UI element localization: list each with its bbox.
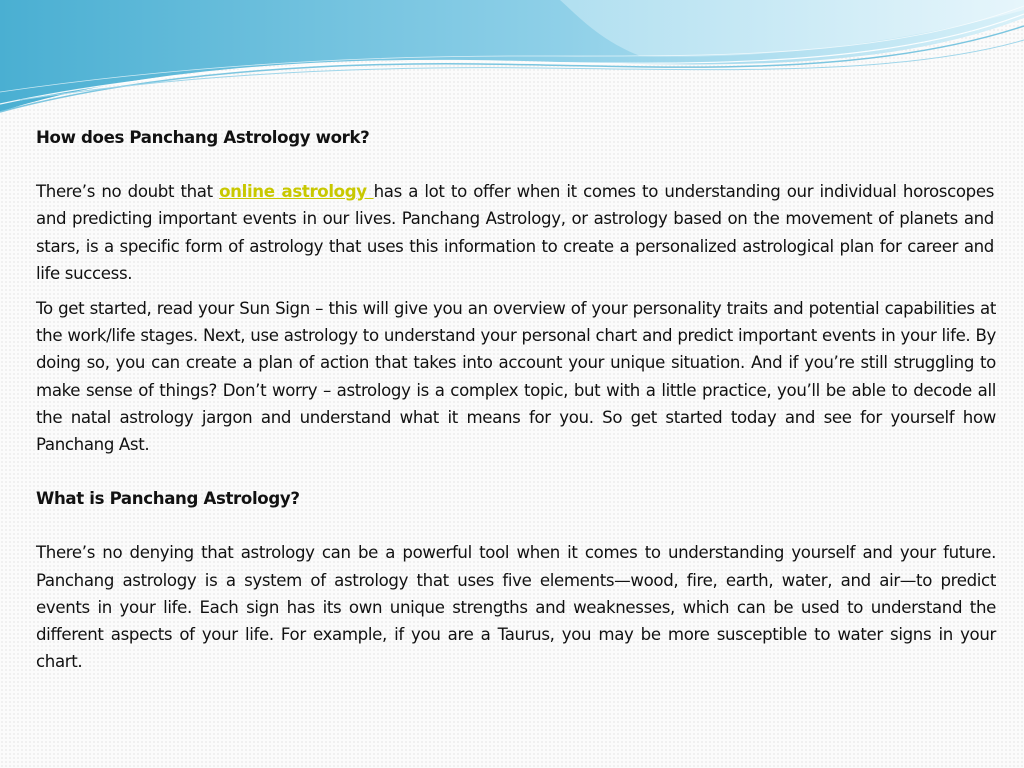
header-wave-decoration bbox=[0, 0, 1024, 120]
paragraph-intro-text-end: has a lot to offer when it comes to understanding our individual horoscopes and predicting important events in our lives. Panchang Astrology, or astrology based on the movement of planets and stars, is a specific form of astrology that uses this information to create a personalized astrological plan for career and life success. bbox=[36, 182, 994, 283]
paragraph-definition: There’s no denying that astrology can be a powerful tool when it comes to understanding yourself and your future. Panchang astrology is a system of astrology that uses five elements—wood, fire, earth, water, and air—to predict events in your life. Each sign has its own unique strengths and weaknesses, which can be used to understand the different aspects of your life. For example, if you are a Taurus, you may be more susceptible to water signs in your chart. bbox=[36, 543, 996, 672]
section-heading-what: What is Panchang Astrology? bbox=[36, 489, 300, 509]
online-astrology-link[interactable]: online astrology bbox=[219, 182, 374, 202]
section-heading-how: How does Panchang Astrology work? bbox=[36, 128, 370, 147]
paragraph-intro bbox=[36, 178, 994, 287]
slide-body bbox=[36, 124, 994, 675]
paragraph-intro-text-start: There’s no doubt that bbox=[36, 182, 220, 202]
paragraph-getting-started: To get started, read your Sun Sign – this will give you an overview of your personality traits and potential capabilities at the work/life stages. Next, use astrology to understand your personal chart and predict important events in your life. By doing so, you can create a plan of action that takes into account your unique situation. And if you’re still struggling to make sense of things? Don’t worry – astrology is a complex topic, but with a little practice, you’ll be able to decode all the natal astrology jargon and understand what it means for you. So get started today and see for yourself how Panchang Ast. bbox=[36, 299, 996, 455]
